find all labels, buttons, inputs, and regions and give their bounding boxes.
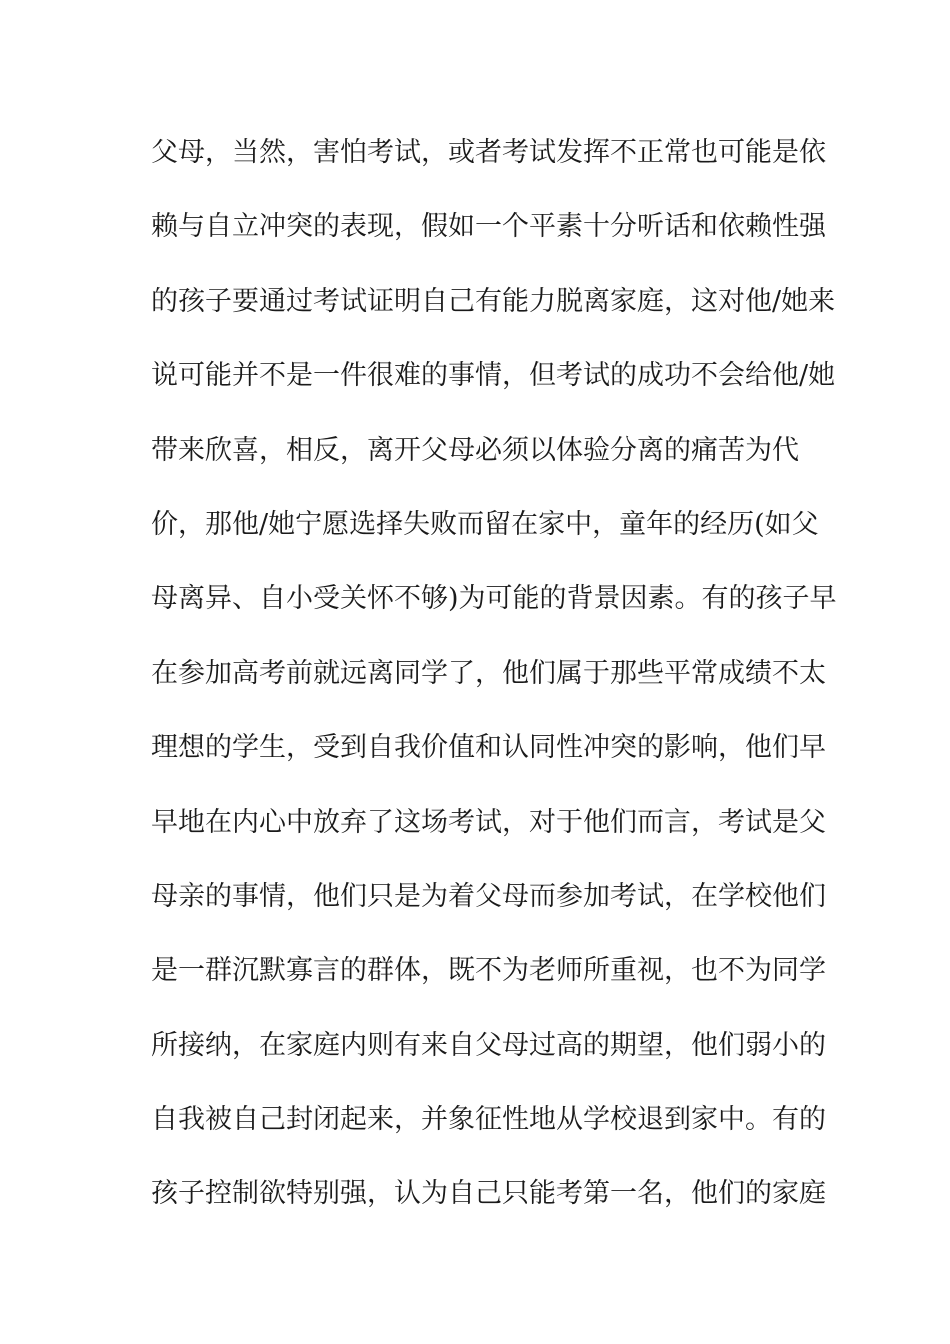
text-line-2: 赖与自立冲突的表现，假如一个平素十分听话和依赖性强 bbox=[151, 211, 826, 243]
text-line-7: 母离异、自小受关怀不够)为可能的背景因素。有的孩子早 bbox=[151, 583, 837, 615]
text-line-9: 理想的学生，受到自我价值和认同性冲突的影响，他们早 bbox=[151, 732, 826, 764]
text-line-8: 在参加高考前就远离同学了，他们属于那些平常成绩不太 bbox=[151, 657, 826, 689]
text-line-11: 母亲的事情，他们只是为着父母而参加考试，在学校他们 bbox=[151, 880, 826, 912]
text-line-12: 是一群沉默寡言的群体，既不为老师所重视，也不为同学 bbox=[151, 955, 826, 987]
text-line-14: 自我被自己封闭起来，并象征性地从学校退到家中。有的 bbox=[151, 1104, 826, 1136]
text-line-4: 说可能并不是一件很难的事情，但考试的成功不会给他/她 bbox=[151, 360, 836, 392]
text-line-13: 所接纳，在家庭内则有来自父母过高的期望，他们弱小的 bbox=[151, 1029, 826, 1061]
text-line-1: 父母，当然，害怕考试，或者考试发挥不正常也可能是依 bbox=[151, 137, 826, 168]
text-line-15: 孩子控制欲特别强，认为自己只能考第一名，他们的家庭 bbox=[151, 1178, 826, 1210]
text-line-10: 早地在内心中放弃了这场考试，对于他们而言，考试是父 bbox=[151, 806, 826, 838]
text-line-5: 带来欣喜，相反，离开父母必须以体验分离的痛苦为代 bbox=[151, 434, 799, 466]
body-text bbox=[151, 128, 837, 1244]
text-line-6: 价，那他/她宁愿选择失败而留在家中，童年的经历(如父 bbox=[151, 508, 819, 540]
text-line-3: 的孩子要通过考试证明自己有能力脱离家庭，这对他/她来 bbox=[151, 285, 836, 317]
